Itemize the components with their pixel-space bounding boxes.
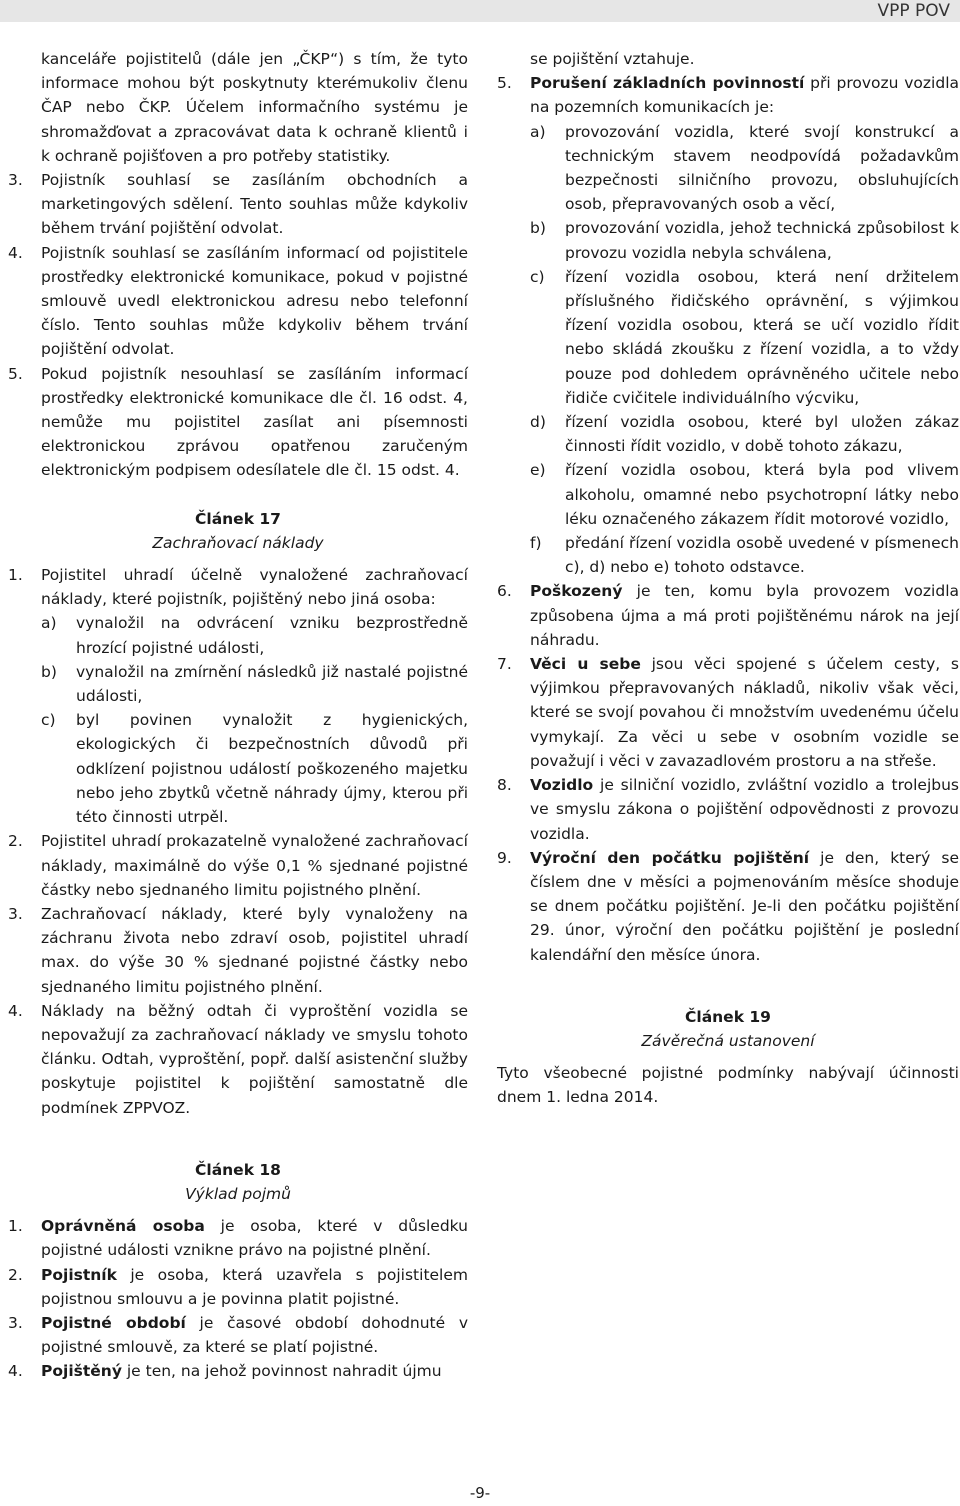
right-column — [497, 47, 959, 1110]
defined-term: Oprávněná osoba — [41, 1217, 205, 1236]
defined-term: Pojištěný — [41, 1362, 122, 1381]
item-number: 3. — [8, 904, 23, 923]
continuation-text: se pojištění vztahuje. — [530, 50, 695, 68]
list-item — [8, 829, 468, 902]
definition-item — [497, 652, 959, 773]
item-number: 3. — [8, 171, 23, 190]
sub-item-text: předání řízení vozidla osobě uvedené v písmenech c), d) nebo e) tohoto odstavce. — [565, 534, 959, 577]
definition-item — [497, 579, 959, 652]
article-subtitle: Zachraňovací náklady — [152, 533, 324, 552]
left-column — [8, 47, 468, 1384]
definition-text: je osoba, které v důsledku pojistné události vznikne právo na pojistné plnění. — [41, 1217, 468, 1260]
item-number: 1. — [8, 1217, 23, 1236]
article-18-heading — [8, 1158, 468, 1206]
page-header-bar — [0, 0, 960, 22]
sub-item-letter: e) — [530, 461, 546, 480]
sub-item — [497, 410, 959, 458]
list-item — [8, 563, 468, 611]
definition-item — [497, 773, 959, 846]
sub-item-letter: b) — [41, 662, 57, 681]
definition-text: je časové období dohodnuté v pojistné smlouvě, za které se platí pojistné. — [41, 1313, 469, 1357]
defined-term: Pojistné období — [41, 1313, 186, 1332]
item-number: 9. — [497, 848, 512, 867]
sub-item-text: vynaložil na zmírnění následků již nastalé pojistné události, — [76, 662, 468, 706]
definition-item — [8, 1263, 468, 1311]
sub-item — [497, 216, 959, 264]
sub-item-letter: a) — [41, 614, 57, 633]
sub-item-letter: c) — [41, 711, 56, 730]
item-text: Pojistitel uhradí účelně vynaložené zachraňovací náklady, které pojistník, pojištěný nebo jiná osoba: — [41, 566, 468, 609]
article-subtitle: Závěrečná ustanovení — [641, 1031, 815, 1050]
definition-item — [8, 1214, 468, 1262]
article-19-heading — [497, 1005, 959, 1053]
definition-item — [8, 1359, 468, 1383]
item-number: 5. — [497, 74, 512, 93]
sub-item-text: provozování vozidla, jehož technická způsobilost k provozu vozidla nebyla schválena, — [565, 219, 959, 262]
item-number: 6. — [497, 582, 512, 601]
list-item — [8, 168, 468, 241]
article-17-heading — [8, 507, 468, 555]
defined-term: Poškozený — [530, 582, 623, 601]
sub-item-letter: b) — [530, 219, 546, 238]
sub-item — [8, 611, 468, 659]
defined-term: Výroční den počátku pojištění — [530, 848, 810, 867]
sub-item — [8, 660, 468, 708]
sub-item-letter: f) — [530, 534, 542, 553]
defined-term: Pojistník — [41, 1265, 117, 1284]
list-item — [8, 241, 468, 362]
item-text: Pojistník souhlasí se zasíláním obchodních a marketingových sdělení. Tento souhlas může kdykoliv během trvání pojištění odvolat. — [41, 171, 468, 238]
definition-item — [497, 71, 959, 119]
item-number: 2. — [8, 1265, 23, 1284]
sub-item — [497, 265, 959, 410]
item-number: 5. — [8, 364, 23, 383]
sub-item — [497, 531, 959, 579]
article-title: Článek 18 — [195, 1160, 281, 1179]
definition-text: je ten, komu byla provozem vozidla způsobena újma a má proti pojištěnému nárok na její náhradu. — [530, 582, 959, 649]
item-text: Pokud pojistník nesouhlasí se zasíláním informací prostředky elektronické komunikace dle čl. 16 odst. 4, nemůže mu pojistitel zasílat ani písemnosti elektronickou zprávou opatřenou zaručeným elektronickým podpisem odesílatele dle čl. 15 odst. 4. — [41, 364, 468, 480]
item-text: Pojistitel uhradí prokazatelně vynaložené zachraňovací náklady, maximálně do výše 0,1 % sjednané pojistné částky nebo sjednaného limitu pojistného plnění. — [41, 832, 468, 899]
sub-item-text: byl povinen vynaložit z hygienických, ekologických či bezpečnostních důvodů při odklízení pojistnou událostí poškozeného majetku nebo jeho zbytků včetně náhrady újmy, kterou při této činnosti utrpěl. — [76, 711, 468, 827]
definition-text: jsou věci spojené s účelem cesty, s výjimkou přepravovaných nákladů, nikoliv však věci, které se svojí povahou či množstvím uvedenému účelu vymykají. Za věci u sebe v osobním vozidle se považují i věci v zavazadlovém prostoru a na střeše. — [530, 655, 959, 770]
definition-item — [497, 846, 959, 967]
sub-item — [497, 120, 959, 217]
item-number: 8. — [497, 776, 512, 795]
item-number: 3. — [8, 1313, 23, 1332]
item-text: Náklady na běžný odtah či vyproštění vozidla se nepovažují za zachraňovací náklady ve smyslu tohoto článku. Odtah, vyproštění, popř. další asistenční služby poskytuje pojistitel k pojištění samostatně dle podmínek ZPPVOZ. — [41, 1001, 468, 1117]
defined-term: Věci u sebe — [530, 655, 641, 674]
article-title: Článek 17 — [195, 509, 281, 528]
sub-item-text: řízení vozidla osobou, která není držitelem příslušného řidičského oprávnění, s výjimkou řízení vozidla osobou, která se učí vozidlo řídit nebo skládá zkoušku z řízení vozidla, a to vždy pouze pod dohledem oprávněného učitele nebo řidiče cvičitele individuálního výcviku, — [565, 267, 959, 407]
item-number: 4. — [8, 1362, 23, 1381]
item-text: Pojistník souhlasí se zasíláním informací od pojistitele prostředky elektronické komunikace, pokud v pojistné smlouvě uvedl elektronickou adresu nebo telefonní číslo. Tento souhlas může kdykoliv během trvání pojištění odvolat. — [41, 243, 468, 359]
sub-item — [497, 458, 959, 531]
sub-item-text: provozování vozidla, které svojí konstrukcí a technickým stavem neodpovídá požadavkům bezpečnosti silničního provozu, obsluhujících osob, přepravovaných osob a věcí, — [565, 122, 959, 214]
intro-paragraph: kanceláře pojistitelů (dále jen „ČKP“) s tím, že tyto informace mohou být poskytnuty kterémukoliv členu ČAP nebo ČKP. Účelem informačního systému je shromažďovat a zpracovávat data k ochraně klientů i k ochraně pojišťoven a pro potřeby statistiky. — [41, 50, 468, 165]
article-title: Článek 19 — [685, 1007, 771, 1026]
sub-item-letter: d) — [530, 413, 546, 432]
defined-term: Vozidlo — [530, 776, 594, 795]
definition-text: je den, který se číslem dne v měsíci a pojmenováním měsíce shoduje se dnem počátku pojištění. Je-li den počátku pojištění 29. únor, výroční den počátku pojištění je poslední kalendářní den měsíce února. — [530, 848, 959, 964]
document-title: VPP POV — [877, 1, 950, 21]
article-subtitle: Výklad pojmů — [185, 1184, 291, 1203]
definition-item — [8, 1311, 468, 1359]
item-number: 4. — [8, 243, 23, 262]
sub-item-text: vynaložil na odvrácení vzniku bezprostředně hrozící pojistné události, — [76, 614, 468, 657]
item-number: 4. — [8, 1001, 23, 1020]
sub-item-letter: a) — [530, 122, 546, 141]
defined-term: Porušení základních povinností — [530, 74, 805, 93]
definition-text: je silniční vozidlo, zvláštní vozidlo a trolejbus ve smyslu zákona o pojištění odpovědnosti z provozu vozidla. — [530, 776, 959, 843]
item-number: 1. — [8, 566, 23, 585]
item-number: 7. — [497, 655, 512, 674]
page-number: -9- — [469, 1484, 491, 1502]
item-number: 2. — [8, 832, 23, 851]
effective-date-paragraph: Tyto všeobecné pojistné podmínky nabývají účinnosti dnem 1. ledna 2014. — [497, 1064, 959, 1107]
list-item — [8, 902, 468, 999]
sub-item — [8, 708, 468, 829]
sub-item-text: řízení vozidla osobou, které byl uložen zákaz činnosti řídit vozidlo, v době tohoto zákazu, — [565, 413, 959, 456]
item-text: Zachraňovací náklady, které byly vynaloženy na záchranu života nebo zdraví osob, pojistitel uhradí max. do výše 30 % sjednané pojistné částky nebo sjednaného limitu pojistného plnění. — [41, 904, 468, 996]
sub-item-text: řízení vozidla osobou, která byla pod vlivem alkoholu, omamné nebo psychotropní látky nebo léku označeného zákazem řídit motorové vozidlo, — [565, 461, 959, 528]
list-item — [8, 999, 468, 1120]
definition-text: při provozu vozidla na pozemních komunikacích je: — [530, 74, 960, 117]
list-item — [8, 362, 468, 483]
definition-text: je ten, na jehož povinnost nahradit újmu — [121, 1362, 442, 1381]
definition-text: je osoba, která uzavřela s pojistitelem pojistnou smlouvu a je povinna platit pojistné. — [41, 1265, 468, 1308]
sub-item-letter: c) — [530, 267, 545, 286]
